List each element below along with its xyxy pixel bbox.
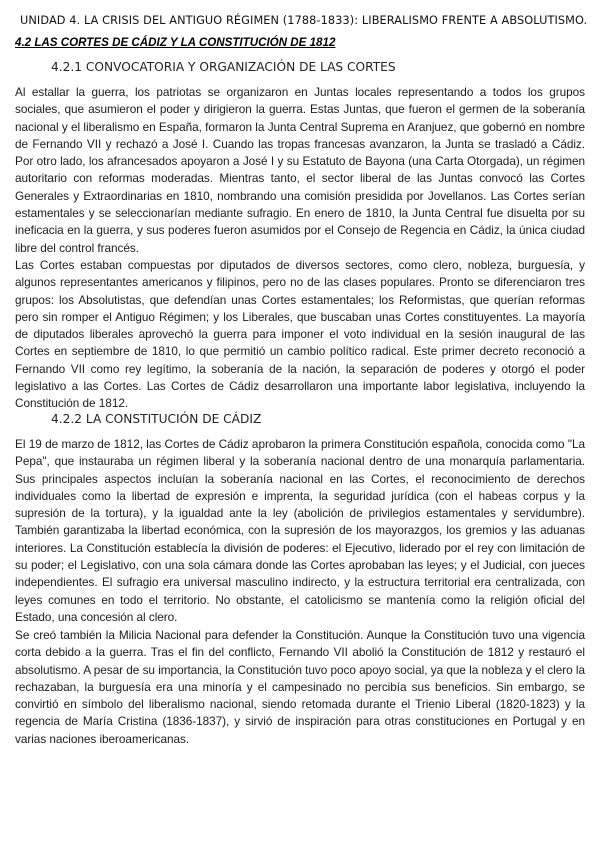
subsection-title-convocatoria: 4.2.1 CONVOCATORIA Y ORGANIZACIÓN DE LAS CORTES — [51, 60, 396, 74]
section-title: 4.2 LAS CORTES DE CÁDIZ Y LA CONSTITUCIÓN DE 1812 — [15, 36, 336, 49]
paragraph-juntas: Al estallar la guerra, los patriotas se organizaron en Juntas locales representando a todos los grupos sociales, que asumieron el poder y dirigieron la guerra. Estas Juntas, que fueron el germen de la soberanía nacional y el liberalismo en España, formaron la Junta Central Suprema en Aranjuez, que gobernó en nombre de Fernando VII y rechazó a José I. Cuando las tropas francesas avanzaron, la Junta se trasladó a Cádiz. Por otro lado, los afrancesados apoyaron a José I y su Estatuto de Bayona (una Carta Otorgada), un régimen autoritario con reformas moderadas. Mientras tanto, el sector liberal de las Juntas convocó las Cortes Generales y Extraordinarias en 1810, nombrando una comisión presidida por Jovellanos. Las Cortes serían estamentales y se seleccionarían mediante sufragio. En enero de 1810, la Junta Central fue disuelta por su ineficacia en la guerra, y sus poderes fueron asumidos por el Consejo de Regencia en Cádiz, la única ciudad libre del control francés. — [15, 85, 585, 255]
paragraph-constitucion: El 19 de marzo de 1812, las Cortes de Cádiz aprobaron la primera Constitución española, conocida como "La Pepa", que instauraba un régimen liberal y la soberanía nacional dentro de una monarquía parlamentaria. Sus principales aspectos incluían la soberanía nacional en las Cortes, el reconocimiento de derechos individuales como la libertad de expresión e imprenta, la seguridad jurídica (con el habeas corpus y la supresión de la tortura), y la igualdad ante la ley (abolición de privilegios estamentales y servidumbre). También garantizaba la libertad económica, con la supresión de los mayorazgos, los gremios y las aduanas interiores. La Constitución establecía la división de poderes: el Ejecutivo, liderado por el rey con limitación de su poder; el Legislativo, con una sola cámara donde las Cortes aprobaban las leyes; y el Judicial, con jueces independientes. El sufragio era universal masculino indirecto, y la estructura territorial era centralizada, con leyes comunes en todo el territorio. No obstante, el catolicismo se mantenía como la religión oficial del Estado, una concesión al clero. — [15, 437, 585, 624]
paragraph-milicia-nacional: Se creó también la Milicia Nacional para defender la Constitución. Aunque la Constitución tuvo una vigencia corta debido a la guerra. Tras el fin del conflicto, Fernando VII abolió la Constitución de 1812 y restauró el absolutismo. A pesar de su importancia, la Constitución tuvo poco apoyo social, ya que la nobleza y el clero la rechazaban, la burguesía era una minoría y el campesinado no percibía sus beneficios. Sin embargo, se convirtió en símbolo del liberalismo nacional, siendo retomada durante el Trienio Liberal (1820-1823) y la regencia de María Cristina (1836-1837), y sirvió de inspiración para otras constituciones en Portugal y en varias naciones iberoamericanas. — [15, 628, 585, 746]
paragraph-cortes-composicion: Las Cortes estaban compuestas por diputados de diversos sectores, como clero, nobleza, burguesía, y algunos representantes americanos y filipinos, pero no de las clases populares. Pronto se diferenciaron tres grupos: los Absolutistas, que defendían unas Cortes estamentales; los Reformistas, que querían reformas pero sin romper el Antiguo Régimen; y los Liberales, que buscaban unas Cortes constituyentes. La mayoría de diputados liberales aprovechó la guerra para imponer el voto individual en la sesión inaugural de las Cortes en septiembre de 1810, lo que permitió un cambio político radical. Este primer decreto reconoció a Fernando VII como rey legítimo, la soberanía de la nación, la separación de poderes y otorgó el poder legislativo a las Cortes. Las Cortes de Cádiz desarrollaron una importante labor legislativa, incluyendo la Constitución de 1812. — [15, 258, 585, 411]
unit-header: UNIDAD 4. LA CRISIS DEL ANTIGUO RÉGIMEN (1788-1833): LIBERALISMO FRENTE A ABSOLUTISMO. — [20, 14, 588, 27]
subsection-title-constitucion: 4.2.2 LA CONSTITUCIÓN DE CÁDIZ — [51, 412, 262, 426]
